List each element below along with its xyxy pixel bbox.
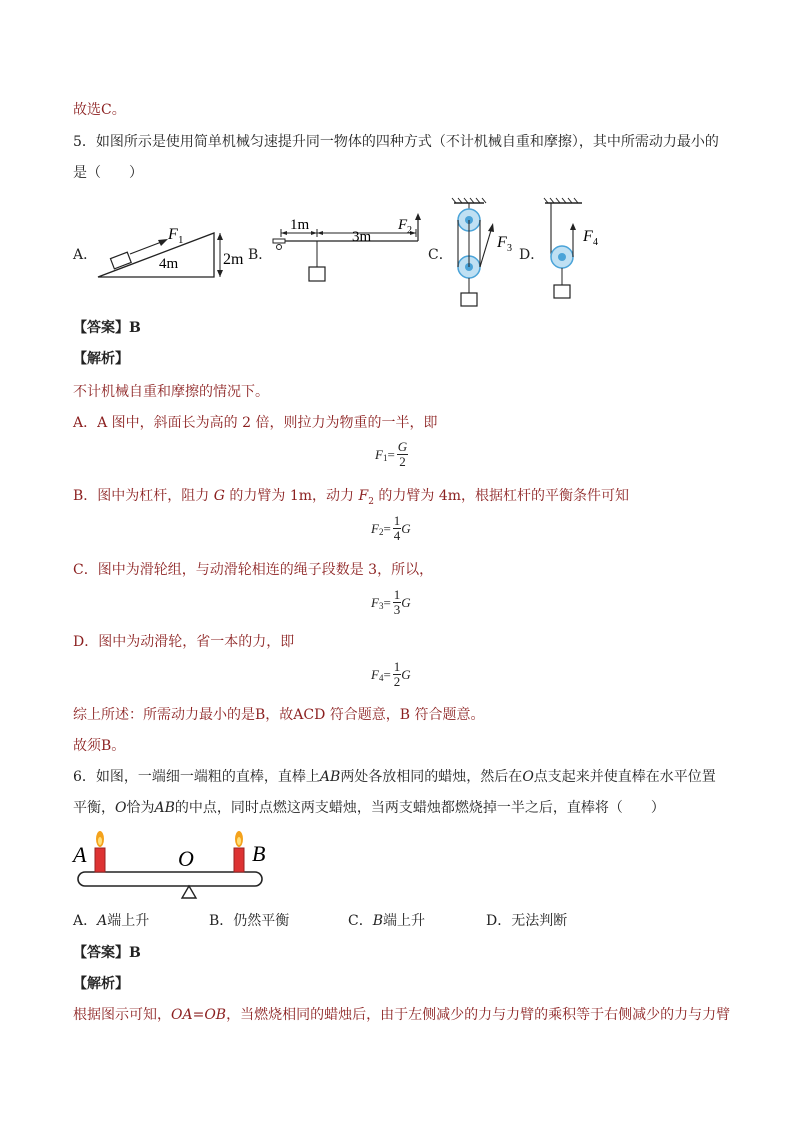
q5-summary: 综上所述：所需动力最小的是B，故ACD 符合题意，B 符合题意。 — [73, 707, 485, 723]
q6-lever-figure — [70, 828, 290, 903]
point-o-label: O — [178, 846, 194, 871]
q5-analysis-d: D．图中为动滑轮，省一本的力，即 — [73, 634, 295, 650]
slope-length-label: 4m — [159, 256, 179, 272]
q6-option-b: B．仍然平衡 — [209, 913, 290, 929]
q6-option-d: D．无法判断 — [486, 913, 568, 929]
q5-option-c-label: C． — [428, 247, 453, 263]
incline-figure — [98, 226, 244, 277]
formula-f1: $F_1=$ $\frac{G}{2}$ — [375, 439, 408, 469]
height-label: 2m — [223, 251, 244, 268]
prev-conclusion: 故选C。 — [73, 102, 126, 118]
f1-sub: 1 — [178, 234, 184, 246]
q5-answer: 【答案】B — [73, 320, 141, 336]
f4-label: F — [583, 228, 593, 245]
formula-f4: $F_4=$ $\frac{1}{2}$ G — [371, 659, 411, 689]
arm-1m-label: 1m — [290, 217, 310, 233]
f3-sub: 3 — [507, 243, 512, 254]
f2-sub: 2 — [407, 225, 412, 236]
q6-answer: 【答案】B — [73, 945, 141, 961]
f2-label: F — [398, 217, 408, 233]
movable-pulley-figure — [544, 198, 598, 298]
q5-conclusion: 故须B。 — [73, 738, 126, 754]
f3-label: F — [497, 234, 507, 251]
q5-figures — [0, 195, 794, 315]
q6-option-a: A．A端上升 — [73, 913, 150, 929]
q6-stem-line2: 平衡，O恰为AB的中点，同时点燃这两支蜡烛，当两支蜡烛都燃烧掉一半之后，直棒将（ ） — [73, 800, 665, 816]
q5-analysis-a: A．A 图中，斜面长为高的 2 倍，则拉力为物重的一半，即 — [73, 415, 438, 431]
formula-f2: $F_2=$ $\frac{1}{4}$ G — [371, 513, 411, 543]
q6-analysis-line1: 根据图示可知，OA=OB，当燃烧相同的蜡烛后，由于左侧减少的力与力臂的乘积等于右侧减少的力与力臂 — [73, 1007, 731, 1023]
q5-analysis-b: B．图中为杠杆，阻力 G 的力臂为 1m，动力 $F_2$ 的力臂为 4m，根据杠杆的平衡条件可知 — [73, 488, 630, 507]
f4-sub: 4 — [593, 237, 598, 248]
q6-stem-line1: 6．如图，一端细一端粗的直棒，直棒上AB两处各放相同的蜡烛，然后在O点支起来并使直棒在水平位置 — [73, 769, 716, 785]
q5-stem-line1: 5．如图所示是使用简单机械匀速提升同一物体的四种方式（不计机械自重和摩擦），其中所需动力最小的 — [73, 134, 719, 150]
q5-analysis-line1: 不计机械自重和摩擦的情况下。 — [73, 384, 269, 400]
q5-analysis-c: C．图中为滑轮组，与动滑轮相连的绳子段数是 3，所以， — [73, 562, 434, 578]
pulley-block-figure — [452, 198, 512, 306]
lever-figure — [273, 213, 421, 281]
formula-f3: $F_3=$ $\frac{1}{3}$ G — [371, 587, 411, 617]
point-a-label: A — [73, 842, 87, 867]
q6-option-c: C．B端上升 — [348, 913, 426, 929]
q5-option-d-label: D． — [519, 247, 545, 263]
q5-option-b-label: B． — [248, 247, 273, 263]
arm-3m-label: 3m — [352, 229, 372, 245]
q5-analysis-title: 【解析】 — [73, 351, 129, 367]
f1-label: F — [168, 226, 178, 243]
point-b-label: B — [252, 841, 266, 866]
q5-option-a-label: A． — [73, 247, 98, 263]
q5-stem-line2: 是（ ） — [73, 165, 143, 181]
q6-analysis-title: 【解析】 — [73, 976, 129, 992]
